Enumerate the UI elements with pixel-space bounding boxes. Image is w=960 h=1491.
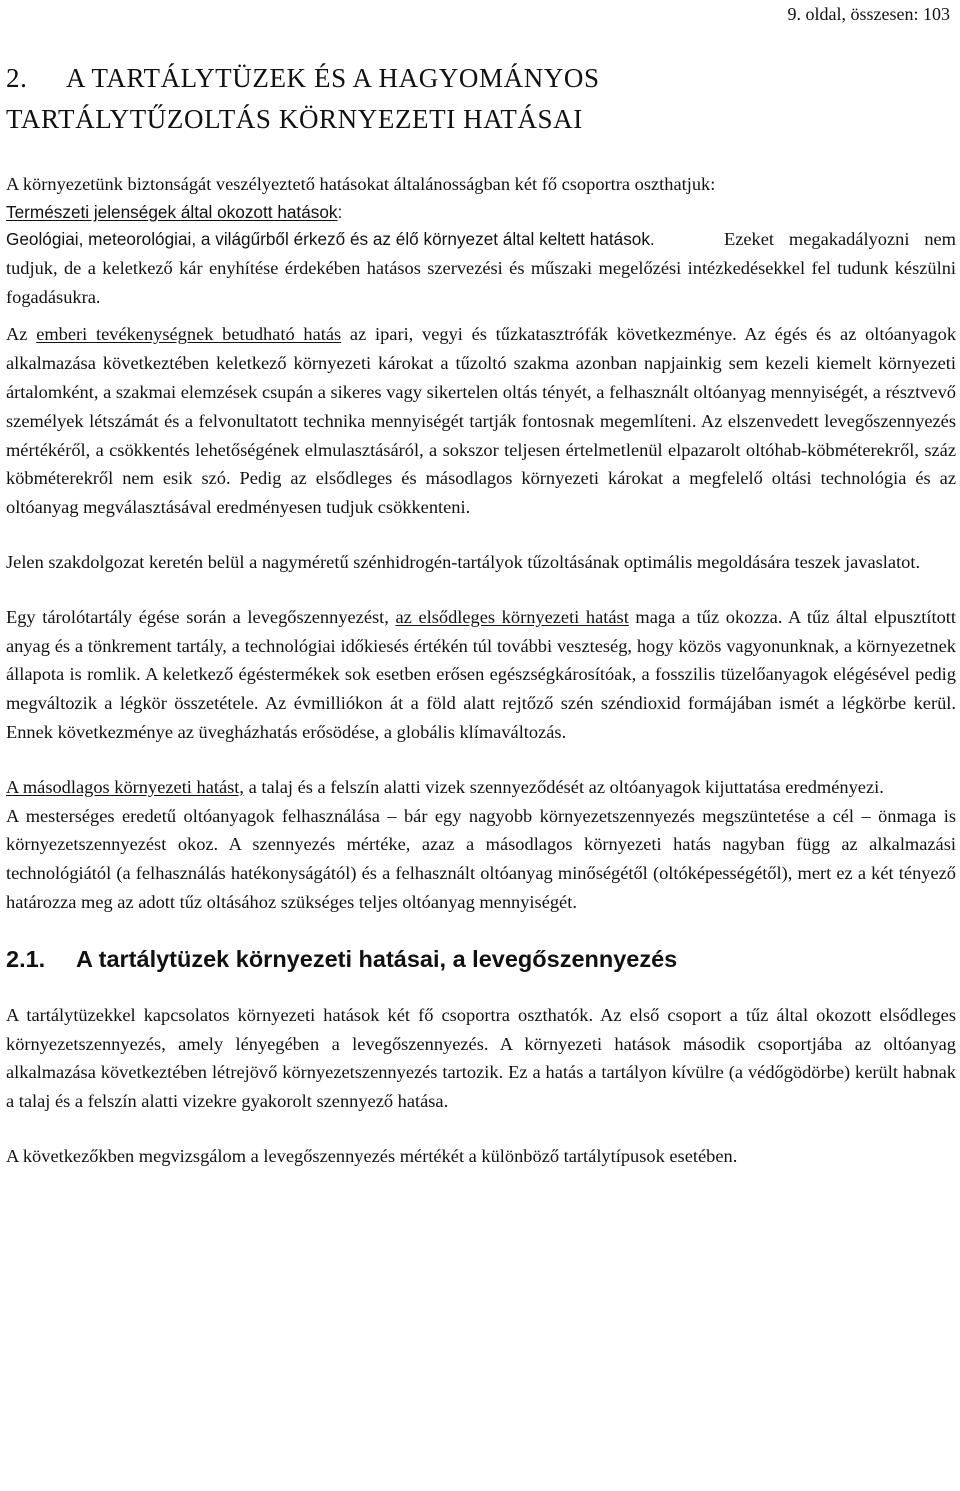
secondary-effects-label: A másodlagos környezeti hatást, <box>6 776 245 797</box>
chapter-heading <box>6 58 956 140</box>
primary-effects-label: az elsődleges környezeti hatást <box>395 606 629 627</box>
chapter-title-line1: A TARTÁLYTÜZEK ÉS A HAGYOMÁNYOS <box>66 63 600 93</box>
intro-paragraph: A környezetünk biztonságát veszélyeztető hatásokat általánosságban két fő csoportra oszthatjuk: <box>6 174 716 194</box>
natural-effects-paragraph: Ezeket megakadályozni nem tudjuk, de a keletkező kár enyhítése érdekében hatásos szervezési és műszaki megelőzési intézkedésekkel fel tudunk készülni fogadásukra. <box>6 229 956 307</box>
section-title: A tartálytüzek környezeti hatásai, a levegőszennyezés <box>76 945 678 972</box>
chapter-title-line2: TARTÁLYTŰZOLTÁS KÖRNYEZETI HATÁSAI <box>6 104 583 134</box>
page-number-header: 9. oldal, összesen: 103 <box>787 4 950 24</box>
section-number: 2.1. <box>6 945 46 972</box>
section-paragraph-2: A következőkben megvizsgálom a levegőszennyezés mértékét a különböző tartálytípusok esetében. <box>6 1145 738 1166</box>
chapter-number: 2. <box>6 63 28 93</box>
document-body <box>6 58 956 1171</box>
natural-effects-label: Természeti jelenségek által okozott hatások <box>6 201 338 222</box>
secondary-effects-paragraph-2: A mesterséges eredetű oltóanyagok felhasználása – bár egy nagyobb környezetszennyezés megszüntetése a cél – önmaga is környezetszennyezést okoz. A szennyezés mértéke, azaz a másodlagos környezeti hatás nagyban függ az alkalmazási technológiától (a felhasználás hatékonyságától) és a felhasznált oltóanyag minőségétől (oltóképességétől), mert ez a két tényező határozza meg az adott tűz oltásához szükséges teljes oltóanyag mennyiségét. <box>6 805 956 912</box>
section-heading <box>6 943 956 975</box>
thesis-paragraph: Jelen szakdolgozat keretén belül a nagyméretű szénhidrogén-tartályok tűzoltásának optimális megoldására teszek javaslatot. <box>6 551 921 572</box>
natural-effects-block: Természeti jelenségek által okozott hatások: Geológiai, meteorológiai, a világűrből érkező és az élő környezet által keltett hatások. <box>6 201 655 250</box>
human-effects-label: emberi tevékenységnek betudható hatás <box>36 324 342 345</box>
natural-effects-line: Geológiai, meteorológiai, a világűrből érkező és az élő környezet által keltett hatások. <box>6 229 655 250</box>
secondary-effects-paragraph: A másodlagos környezeti hatást, a talaj és a felszín alatti vizek szennyeződését az oltóanyagok kijuttatása eredményezi. <box>6 776 884 797</box>
primary-effects-paragraph: Egy tárolótartály égése során a levegőszennyezést, az elsődleges környezeti hatást maga a tűz okozza. A tűz által elpusztított anyag és a tönkrement tartály, a technológiai időkiesés értékén túl további veszteség, hogy közös vagyonunknak, a környezetnek állapota is romlik. A keletkező égéstermékek sok esetben erősen egészségkárosítóak, a fosszilis tüzelőanyagok elégésével pedig megváltozik a légkör összetétele. Az évmilliókon át a föld alatt rejtőző szén széndioxid formájában ismét a légkörbe kerül. Ennek következménye az üvegházhatás erősödése, a globális klímaváltozás. <box>6 606 957 742</box>
human-effects-paragraph: Az emberi tevékenységnek betudható hatás az ipari, vegyi és tűzkatasztrófák következménye. Az égés és az oltóanyagok alkalmazása következtében keletkező környezeti károkat a tűzoltó szakma azonban napjainkig sem kezeli kiemelt környezeti ártalomként, a szakmai elemzések csupán a sikeres vagy sikertelen oltás tényét, a felhasznált oltóanyag mennyiségét, a résztvevő személyek létszámát és a felvonultatott technika mennyiségét tartják fontosnak megemlíteni. Az elszenvedett levegőszennyezés mértékéről, a csökkentés lehetőségének elmulasztásáról, a sokszor teljesen értelmetlenül elpazarolt oltóhab-köbméterekről, száz köbméterekről nem esik szó. Pedig az elsődleges és másodlagos környezeti károkat a megfelelő oltási technológia és az oltóanyag megválasztásával eredményesen tudjuk csökkenteni. <box>6 324 957 518</box>
section-paragraph-1: A tartálytüzekkel kapcsolatos környezeti hatások két fő csoportra oszthatók. Az első csoport a tűz által okozott elsődleges környezetszennyezés, amely lényegében a levegőszennyezés. A környezeti hatások második csoportjába az oltóanyag alkalmazása következtében létrejövő környezetszennyezés tartozik. Ez a hatás a tartályon kívülre (a védőgödörbe) került habnak a talaj és a felszín alatti vizekre gyakorolt szennyező hatása. <box>6 1004 956 1112</box>
